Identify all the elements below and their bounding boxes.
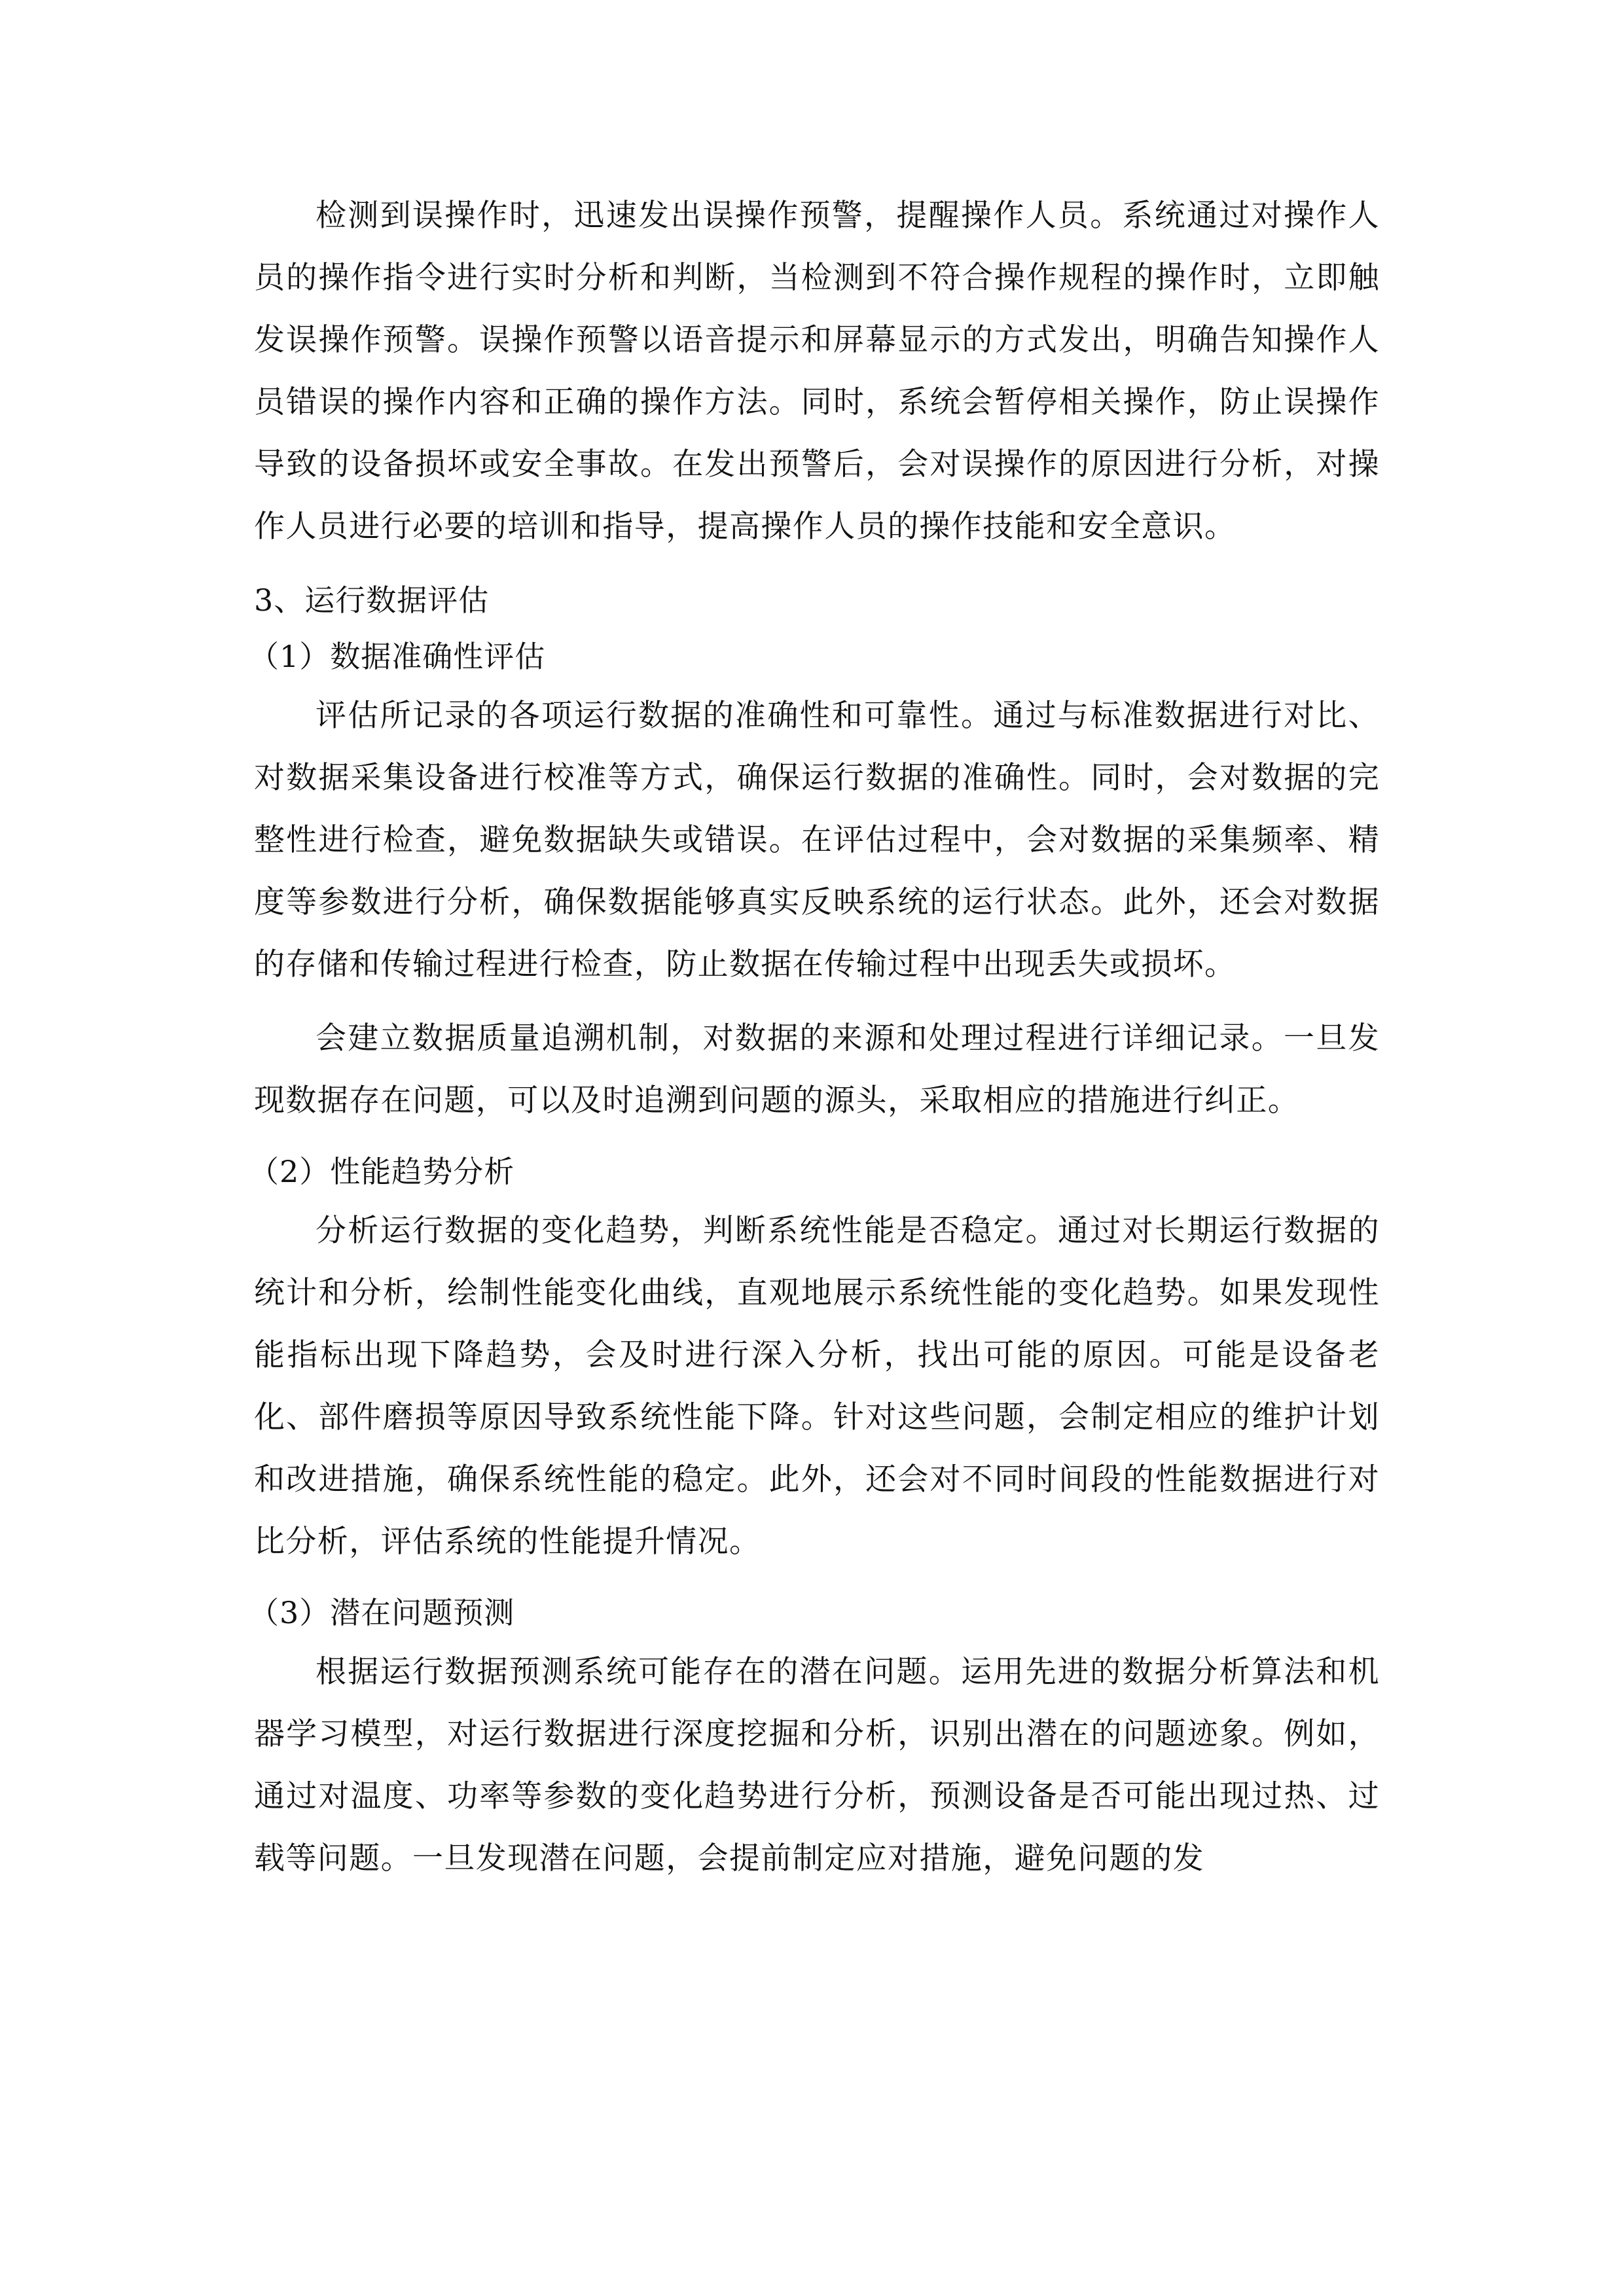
subheading-performance-trend: （2）性能趋势分析: [249, 1154, 515, 1189]
document-page: [249, 185, 1380, 1890]
paragraph-potential-problems: 根据运行数据预测系统可能存在的潜在问题。运用先进的数据分析算法和机器学习模型，对运行数据进行深度挖掘和分析，识别出潜在的问题迹象。例如，通过对温度、功率等参数的变化趋势进行分析，预测设备是否可能出现过热、过载等问题。一旦发现潜在问题，会提前制定应对措施，避免问题的发: [254, 1654, 1380, 1876]
paragraph-data-accuracy: 评估所记录的各项运行数据的准确性和可靠性。通过与标准数据进行对比、对数据采集设备进行校准等方式，确保运行数据的准确性。同时，会对数据的完整性进行检查，避免数据缺失或错误。在评估过程中，会对数据的采集频率、精度等参数进行分析，确保数据能够真实反映系统的运行状态。此外，还会对数据的存储和传输过程进行检查，防止数据在传输过程中出现丢失或损坏。: [254, 698, 1380, 982]
subheading-potential-problems: （3）潜在问题预测: [249, 1595, 515, 1630]
subheading-data-accuracy: （1）数据准确性评估: [249, 639, 546, 674]
paragraph-data-traceability: 会建立数据质量追溯机制，对数据的来源和处理过程进行详细记录。一旦发现数据存在问题，可以及时追溯到问题的源头，采取相应的措施进行纠正。: [254, 1020, 1380, 1119]
section-heading-data-evaluation: 3、运行数据评估: [254, 583, 490, 618]
paragraph-performance-trend: 分析运行数据的变化趋势，判断系统性能是否稳定。通过对长期运行数据的统计和分析，绘制性能变化曲线，直观地展示系统性能的变化趋势。如果发现性能指标出现下降趋势，会及时进行深入分析，找出可能的原因。可能是设备老化、部件磨损等原因导致系统性能下降。针对这些问题，会制定相应的维护计划和改进措施，确保系统性能的稳定。此外，还会对不同时间段的性能数据进行对比分析，评估系统的性能提升情况。: [254, 1213, 1380, 1560]
paragraph-misoperation-warning: 检测到误操作时，迅速发出误操作预警，提醒操作人员。系统通过对操作人员的操作指令进行实时分析和判断，当检测到不符合操作规程的操作时，立即触发误操作预警。误操作预警以语音提示和屏幕显示的方式发出，明确告知操作人员错误的操作内容和正确的操作方法。同时，系统会暂停相关操作，防止误操作导致的设备损坏或安全事故。在发出预警后，会对误操作的原因进行分析，对操作人员进行必要的培训和指导，提高操作人员的操作技能和安全意识。: [254, 198, 1380, 545]
